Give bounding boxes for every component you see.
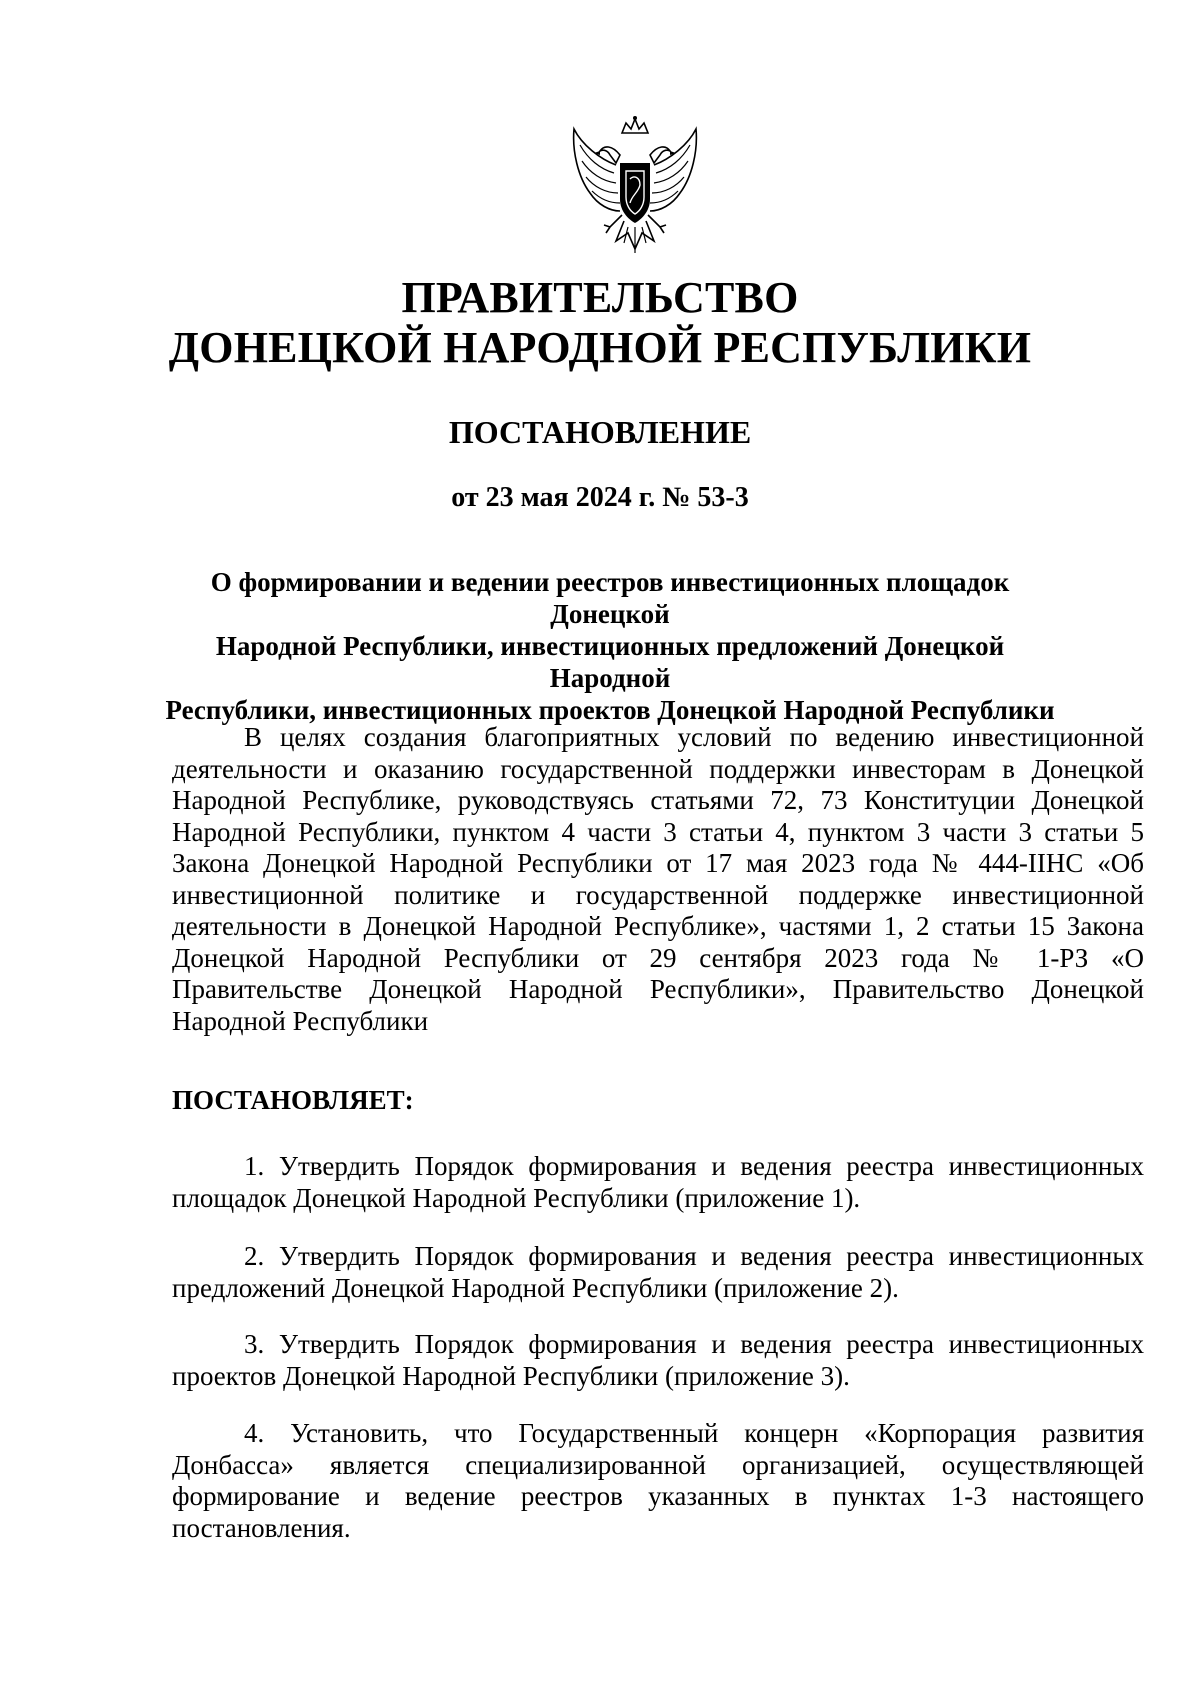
resolves-heading: ПОСТАНОВЛЯЕТ: <box>172 1085 414 1115</box>
coat-of-arms-icon <box>560 115 710 265</box>
decree-item-2: 2. Утвердить Порядок формирования и ведения реестра инвестиционных предложений Донецкой Народной Республики (приложение 2). <box>172 1241 1144 1303</box>
decree-date-number: от 23 мая 2024 г. № 53-3 <box>451 482 749 513</box>
decree-type-heading: ПОСТАНОВЛЕНИЕ <box>448 414 752 450</box>
decree-item-3: 3. Утвердить Порядок формирования и ведения реестра инвестиционных проектов Донецкой Народной Республики (приложение 3). <box>172 1329 1144 1391</box>
subject-line-2: Народной Республики, инвестиционных предложений Донецкой Народной <box>215 631 1005 693</box>
government-title-line-2: ДОНЕЦКОЙ НАРОДНОЙ РЕСПУБЛИКИ <box>168 323 1032 372</box>
decree-item-1: 1. Утвердить Порядок формирования и ведения реестра инвестиционных площадок Донецкой Народной Республики (приложение 1). <box>172 1151 1144 1213</box>
preamble-paragraph: В целях создания благоприятных условий по ведению инвестиционной деятельности и оказанию государственной поддержки инвесторам в Донецкой Народной Республике, руководствуясь статьями 72, 73 Конституции Донецкой Народной Республики, пунктом 4 части 3 статьи 4, пунктом 3 части 3 статьи 5 Закона Донецкой Народной Республики от 17 мая 2023 года № 444-IIНС «Об инвестиционной политике и государственной поддержке инвестиционной деятельности в Донецкой Народной Республике», частями 1, 2 статьи 15 Закона Донецкой Народной Республики от 29 сентября 2023 года № 1-РЗ «О Правительстве Донецкой Народной Республики», Правительство Донецкой Народной Республики <box>172 722 1144 1036</box>
decree-subject <box>160 566 1060 726</box>
decree-item-4: 4. Установить, что Государственный концерн «Корпорация развития Донбасса» является специализированной организацией, осуществляющей формирование и ведение реестров указанных в пунктах 1-3 настоящего постановления. <box>172 1418 1144 1543</box>
subject-line-1: О формировании и ведении реестров инвестиционных площадок Донецкой <box>210 567 1010 629</box>
government-title-line-1: ПРАВИТЕЛЬСТВО <box>401 273 799 322</box>
subject-line-3: Республики, инвестиционных проектов Донецкой Народной Республики <box>165 695 1055 725</box>
